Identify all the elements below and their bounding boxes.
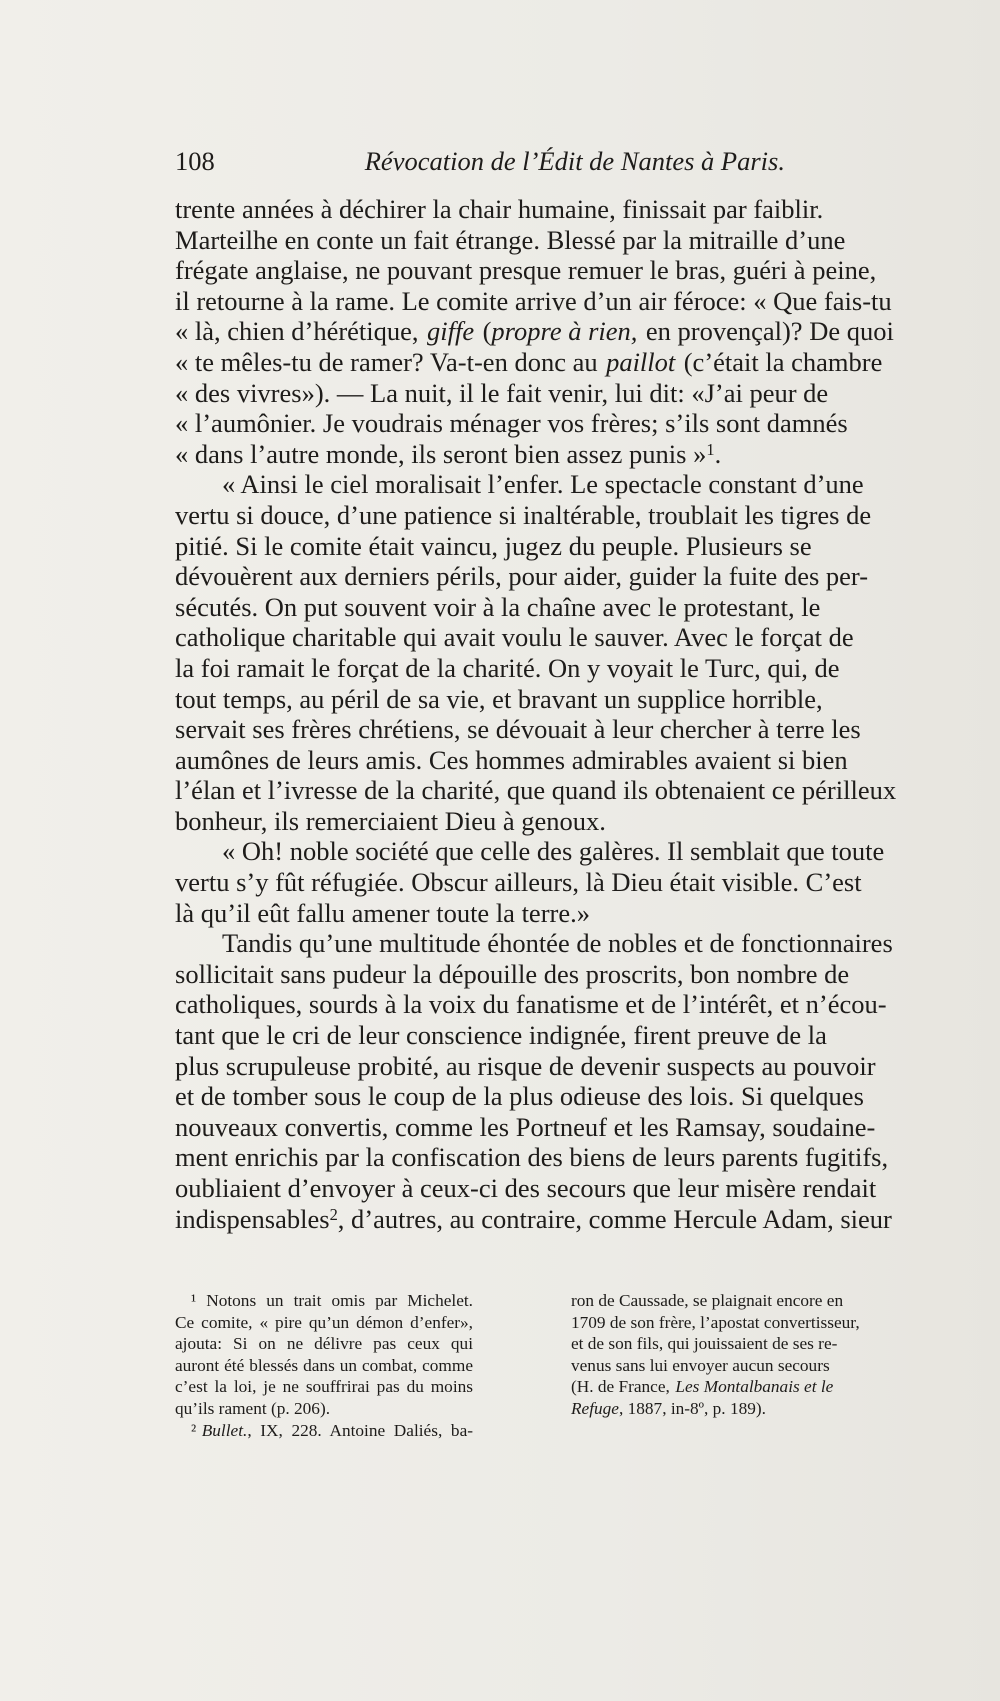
- page-header: [175, 146, 785, 186]
- footnote-ref: 1: [706, 439, 715, 459]
- text-line: ment enrichis par la confiscation des biens de leurs parents fugitifs,: [175, 1142, 889, 1173]
- text-line: sollicitait sans pudeur la dépouille des proscrits, bon nombre de: [175, 958, 850, 989]
- text-line: [175, 1203, 892, 1235]
- text-segment: « dans l’autre monde, ils seront bien assez punis »: [175, 438, 707, 469]
- footnote-line: Ce comite, « pire qu’un démon d’enfer»,: [175, 1312, 473, 1332]
- footnote-line: ¹ Notons un trait omis par Michelet.: [191, 1291, 473, 1310]
- text-segment: « là, chien d’hérétique,: [175, 316, 419, 347]
- footnotes-right-column: [571, 1290, 860, 1420]
- text-line: catholiques, sourds à la voix du fanatisme et de l’intérêt, et n’écou-: [175, 989, 887, 1020]
- text-line: dévouèrent aux derniers périls, pour aider, guider la fuite des per-: [175, 561, 869, 592]
- text-line: Tandis qu’une multitude éhontée de nobles et de fonctionnaires: [222, 928, 893, 959]
- text-line: aumônes de leurs amis. Ces hommes admirables avaient si bien: [175, 744, 848, 775]
- text-line: la foi ramait le forçat de la charité. On y voyait le Turc, qui, de: [175, 652, 840, 683]
- main-text: [175, 194, 897, 1234]
- text-line: servait ses frères chrétiens, se dévouait à leur chercher à terre les: [175, 714, 861, 745]
- text-line: bonheur, ils remerciaient Dieu à genoux.: [175, 805, 606, 836]
- footnote-line: c’est la loi, je ne souffrirai pas du moins: [175, 1377, 473, 1397]
- footnote-line: auront été blessés dans un combat, comme: [175, 1355, 473, 1375]
- text-line: catholique charitable qui avait voulu le sauver. Avec le forçat de: [175, 622, 854, 653]
- text-segment: .: [714, 438, 722, 469]
- text-segment: en provençal)? De quoi: [645, 316, 894, 347]
- text-segment: (c’était la chambre: [683, 346, 883, 377]
- text-line: « Ainsi le ciel moralisait l’enfer. Le spectacle constant d’une: [222, 469, 864, 500]
- text-line: là qu’il eût fallu amener toute la terre.»: [175, 897, 590, 928]
- text-line: Marteilhe en conte un fait étrange. Blessé par la mitraille d’une: [175, 224, 846, 255]
- text-segment: indispensables: [175, 1203, 330, 1234]
- text-line: oubliaient d’envoyer à ceux-ci des secours que leur misère rendait: [175, 1173, 877, 1203]
- text-segment: (H. de France,: [571, 1377, 670, 1397]
- italic-term: giffe: [427, 316, 475, 347]
- text-line: sécutés. On put souvent voir à la chaîne avec le protestant, le: [175, 591, 821, 622]
- text-line: nouveaux convertis, comme les Portneuf et les Ramsay, soudaine-: [175, 1111, 876, 1142]
- footnote-line: [571, 1398, 785, 1420]
- footnote-line: [571, 1376, 834, 1398]
- text-line: l’élan et l’ivresse de la charité, que quand ils obtenaient ce périlleux: [175, 775, 897, 806]
- footnote-line: venus sans lui envoyer aucun secours: [571, 1355, 830, 1375]
- italic-term: propre à rien,: [491, 316, 638, 347]
- text-line: il retourne à la rame. Le comite arrive d’un air féroce: « Que fais-tu: [175, 285, 892, 316]
- footnote-line: ron de Caussade, se plaignait encore en: [571, 1291, 844, 1310]
- text-line: [175, 316, 894, 347]
- italic-term: paillot: [606, 346, 676, 377]
- text-line: [175, 439, 785, 470]
- text-segment: (: [482, 316, 492, 347]
- footnote-line: qu’ils rament (p. 206).: [175, 1398, 331, 1418]
- text-segment: , 1887, in-8º, p. 189).: [618, 1398, 766, 1418]
- footnote-line: [175, 1420, 473, 1442]
- text-line: « des vivres»). — La nuit, il le fait venir, lui dit: «J’ai peur de: [175, 377, 829, 408]
- footnote-marker: ²: [191, 1420, 197, 1440]
- text-line: frégate anglaise, ne pouvant presque remuer le bras, guéri à peine,: [175, 255, 877, 286]
- italic-term: Refuge: [571, 1398, 619, 1418]
- text-line: [175, 346, 883, 378]
- page-number: 108: [175, 146, 215, 176]
- italic-term: Les Montalbanais et le: [675, 1377, 834, 1397]
- text-line: tant que le cri de leur conscience indignée, firent preuve de la: [175, 1020, 827, 1051]
- text-segment: , d’autres, au contraire, comme Hercule Adam, sieur: [337, 1203, 892, 1234]
- text-line: vertu s’y fût réfugiée. Obscur ailleurs, là Dieu était visible. C’est: [175, 867, 862, 898]
- text-line: pitié. Si le comite était vaincu, jugez du peuple. Plusieurs se: [175, 530, 812, 561]
- footnote-ref: 2: [329, 1204, 338, 1224]
- footnote-line: 1709 de son frère, l’apostat convertisseur,: [571, 1312, 860, 1332]
- text-line: « l’aumônier. Je voudrais ménager vos frères; s’ils sont damnés: [175, 408, 848, 439]
- text-line: vertu si douce, d’une patience si inaltérable, troublait les tigres de: [175, 499, 872, 530]
- running-title: Révocation de l’Édit de Nantes à Paris.: [364, 146, 785, 176]
- italic-term: Bullet.: [201, 1420, 248, 1440]
- text-line: « Oh! noble société que celle des galères. Il semblait que toute: [222, 836, 885, 867]
- text-line: et de tomber sous le coup de la plus odieuse des lois. Si quelques: [175, 1081, 864, 1112]
- text-segment: , IX, 228. Antoine Daliés, ba-: [247, 1420, 473, 1440]
- text-segment: « te mêles-tu de ramer? Va-t-en donc au: [175, 346, 598, 377]
- footnotes-left-column: [175, 1290, 473, 1441]
- footnote-line: et de son fils, qui jouissaient de ses re-: [571, 1334, 838, 1354]
- footnote-line: ajouta: Si on ne délivre pas ceux qui: [175, 1334, 473, 1354]
- text-line: tout temps, au péril de sa vie, et bravant un supplice horrible,: [175, 683, 823, 714]
- text-line: trente années à déchirer la chair humaine, finissait par faiblir.: [175, 194, 824, 224]
- text-line: plus scrupuleuse probité, au risque de devenir suspects au pouvoir: [175, 1050, 876, 1081]
